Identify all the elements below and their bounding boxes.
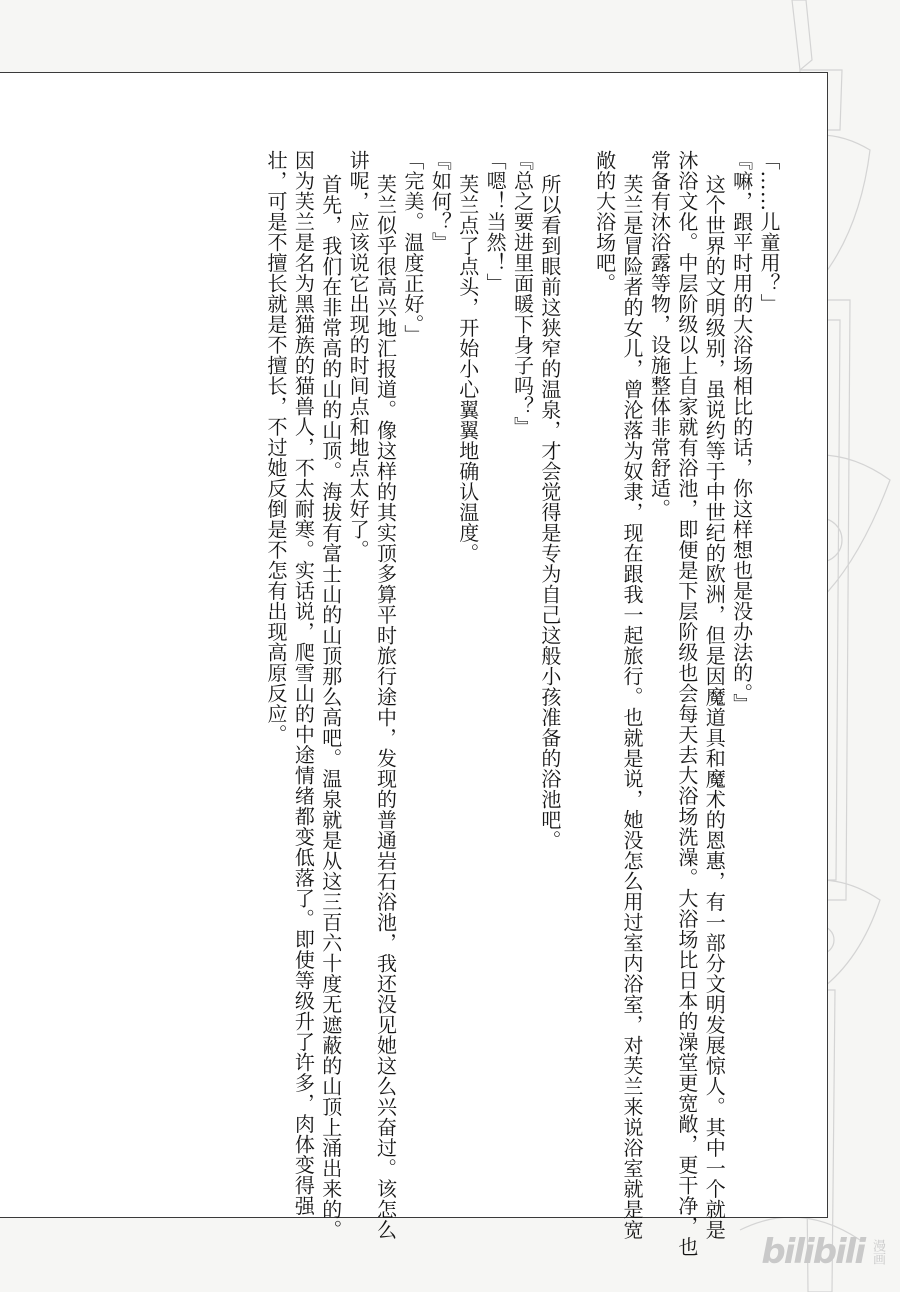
text-line: 因为芙兰是名为黑猫族的猫兽人，不太耐寒。实话说，爬雪山的中途情绪都变低落了。即使等级升了许多，肉体变得强 (291, 150, 316, 1216)
text-line: 常备有沐浴露等物，设施整体非常舒适。 (647, 150, 672, 519)
text-line: 首先，我们在非常高的山的山顶。海拔有富士山的山顶那么高吧。温泉就是从这三百六十度无遮蔽的山顶上涌出来的。 (318, 174, 343, 1240)
text-line: 沐浴文化。中层阶级以上自家就有浴池，即便是下层阶级也会每天去大浴场洗澡。大浴场比日本的澡堂更宽敞，更干净，也 (674, 150, 699, 1257)
text-line: 讲呢，应该说它出现的时间点和地点太好了。 (346, 150, 371, 560)
text-line: 芙兰点了点头，开始小心翼翼地确认温度。 (455, 174, 480, 564)
text-body (262, 150, 782, 1257)
bilibili-comics-watermark (761, 1232, 884, 1272)
text-line: 芙兰似乎很高兴地汇报道。像这样的其实顶多算平时旅行途中，发现的普通岩石浴池，我还没见她这么兴奋过。该怎么 (373, 174, 398, 1240)
text-line: 「完美。温度正好。」 (400, 150, 425, 345)
text-line: 壮，可是不擅长就是不擅长，不过她反倒是不怎有出现高原反应。 (263, 150, 288, 745)
watermark-logo: bilibili (761, 1232, 864, 1272)
text-line: 「嗯！当然！」 (483, 150, 508, 294)
text-line: 「……儿童用？」 (757, 150, 781, 314)
text-line: 『总之要进里面暖下身子吗？』 (510, 150, 535, 437)
text-line: 这个世界的文明级别，虽说约等于中世纪的欧洲，但是因魔道具和魔术的恩惠，有一部分文明发展惊人。其中一个就是 (702, 174, 727, 1240)
text-line: 所以看到眼前这狭窄的温泉，才会觉得是专为自己这般小孩准备的浴池吧。 (537, 174, 562, 851)
text-line: 『嘛，跟平时用的大浴场相比的话，你这样想也是没办法的。』 (729, 150, 754, 714)
watermark-sub: 漫画 (870, 1239, 885, 1265)
text-line: 芙兰是冒险者的女儿，曾沦落为奴隶，现在跟我一起旅行。也就是说，她没怎么用过室内浴室，对芙兰来说浴室就是宽 (620, 174, 645, 1240)
text-line: 『如何？』 (428, 150, 453, 253)
text-line: 敞的大浴场吧。 (592, 150, 617, 294)
